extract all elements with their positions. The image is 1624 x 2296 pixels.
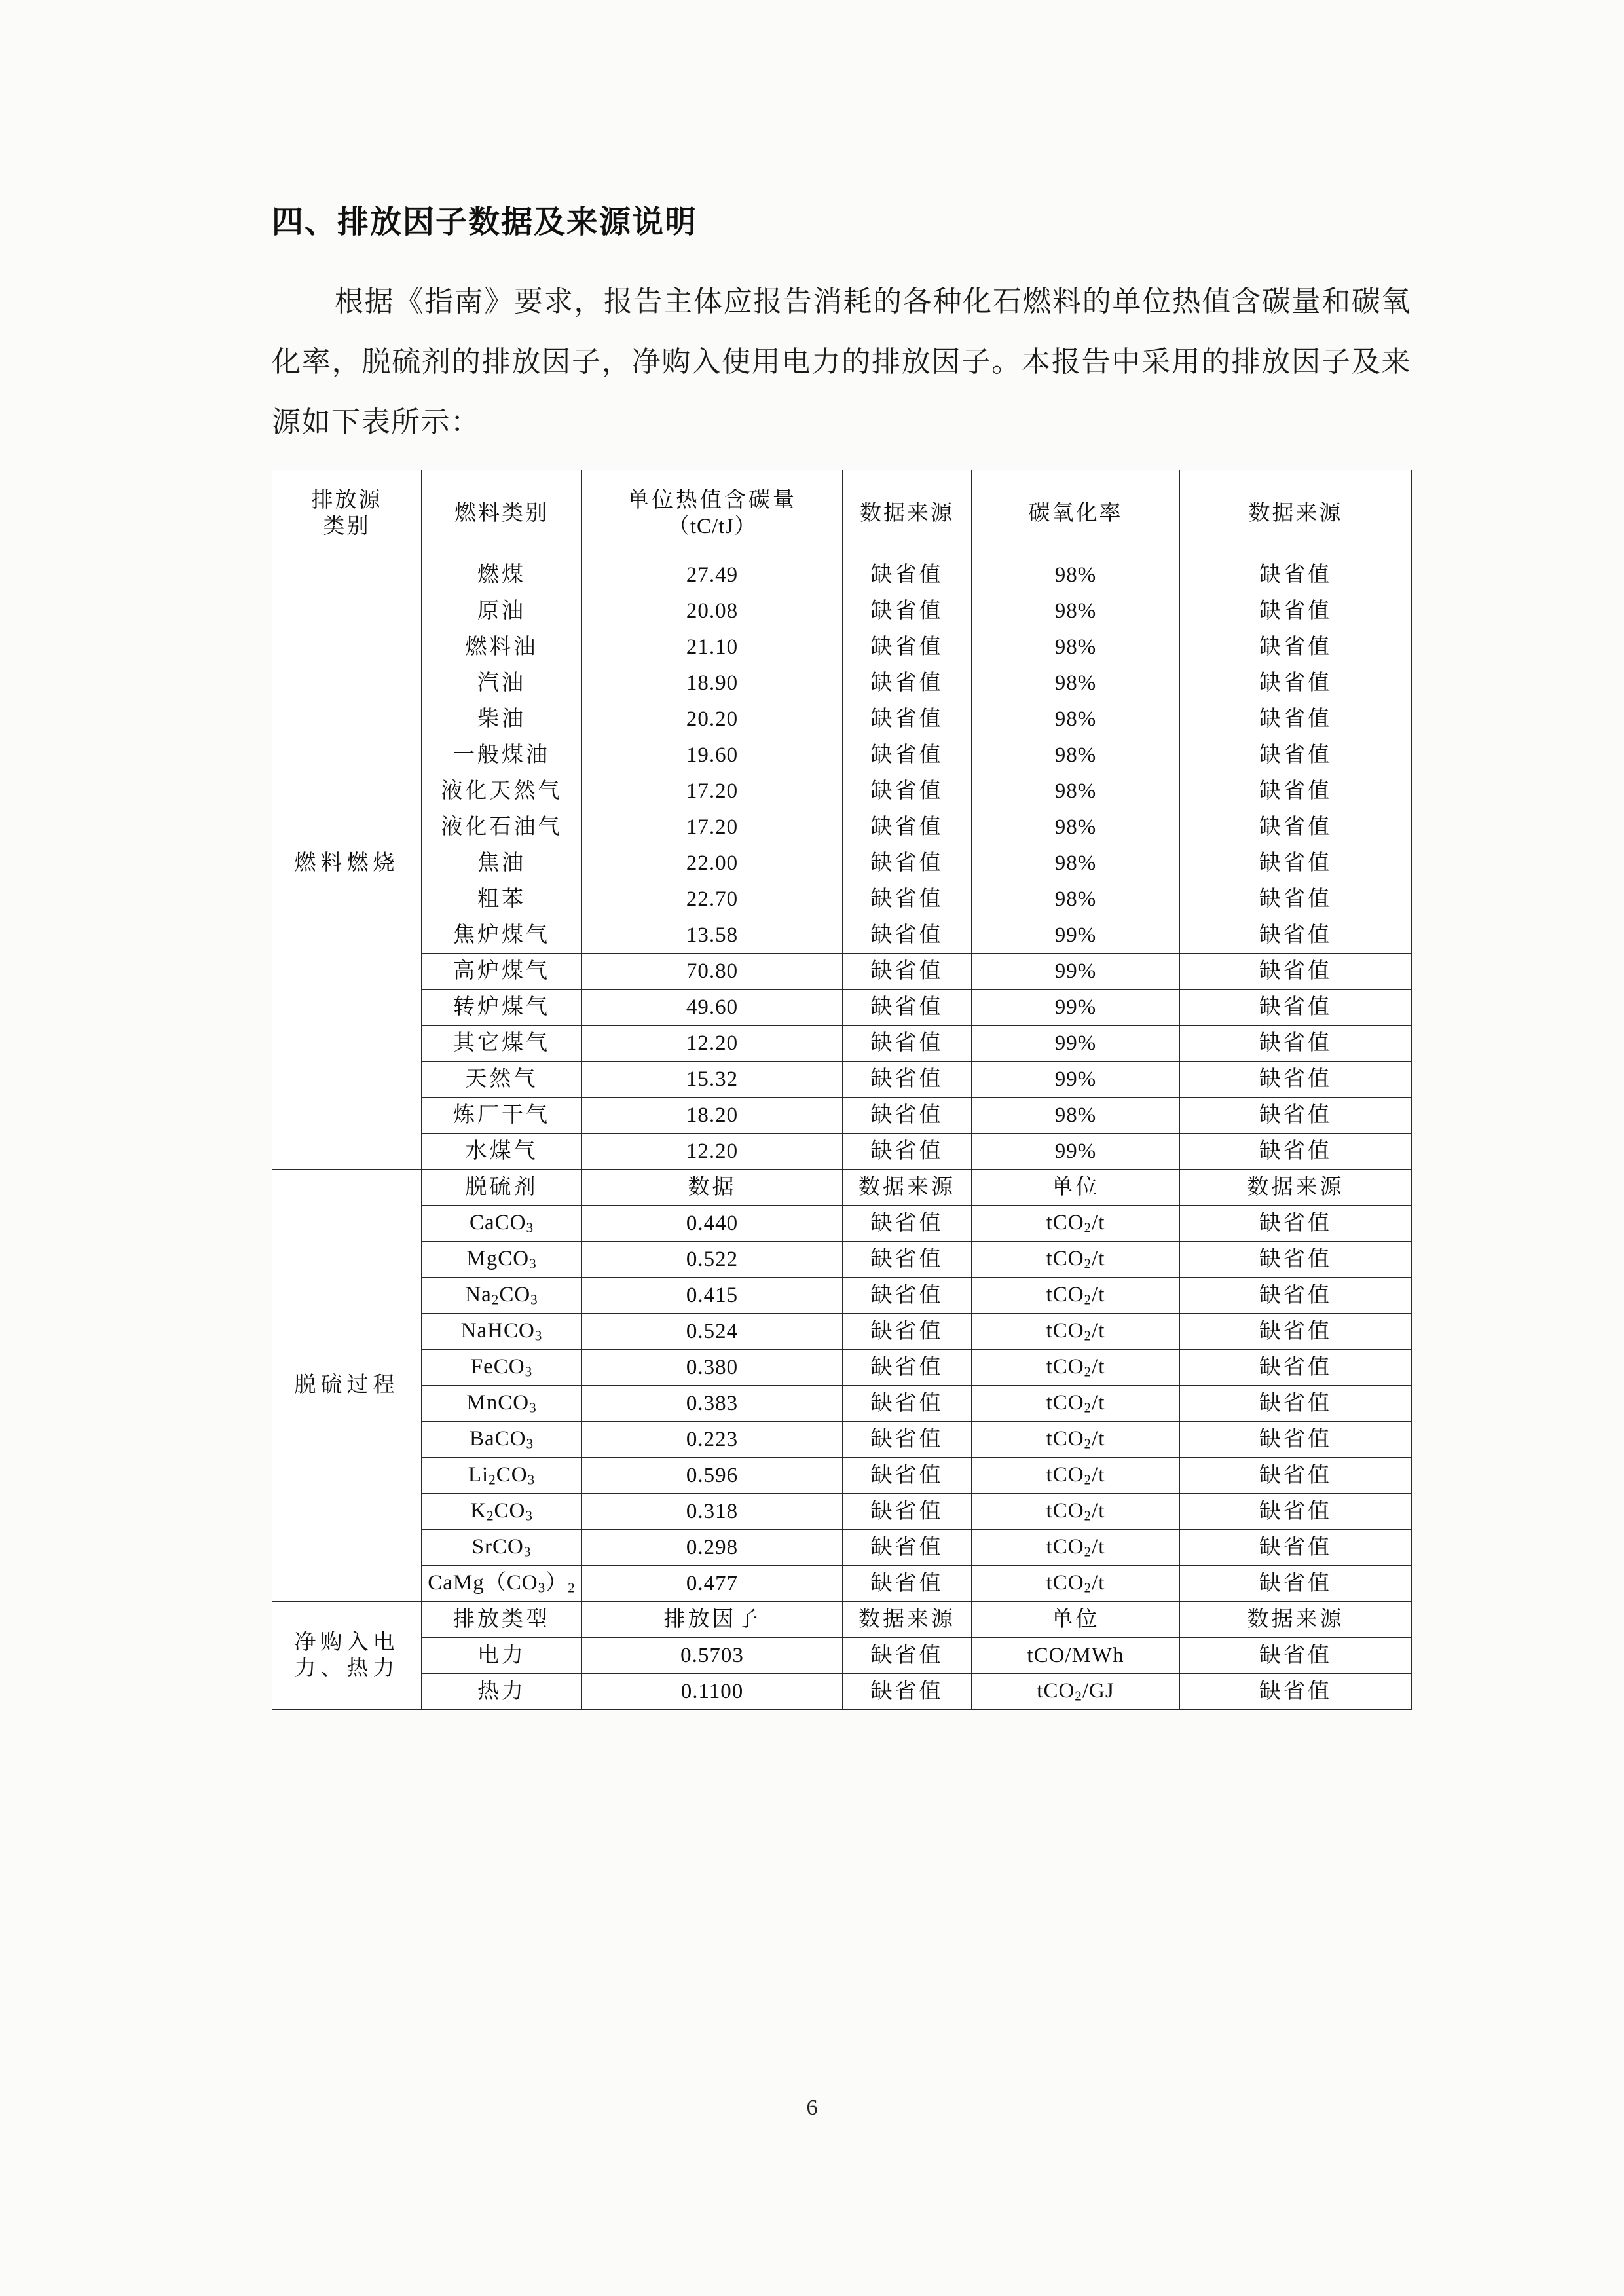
cell-fuel-type: 液化天然气 bbox=[422, 773, 582, 809]
cell-data-source-1: 缺省值 bbox=[843, 1134, 972, 1170]
cell-oxidation-rate: 99% bbox=[972, 917, 1180, 954]
cell-data-source-2: 缺省值 bbox=[1180, 990, 1412, 1026]
cell-desulfurizer: $Li_2CO_3$ bbox=[422, 1458, 582, 1494]
cell-data-source-2: 缺省值 bbox=[1180, 1386, 1412, 1422]
cell-data-source-2: 缺省值 bbox=[1180, 593, 1412, 629]
cell-unit: tCO$_2$/t bbox=[972, 1242, 1180, 1278]
cell-data-source-2: 缺省值 bbox=[1180, 845, 1412, 881]
cell-data-source-2: 缺省值 bbox=[1180, 1674, 1412, 1710]
header-line-2: 类别 bbox=[323, 515, 371, 538]
cell-data-source-1: 缺省值 bbox=[843, 1350, 972, 1386]
cell-data-source-1: 缺省值 bbox=[843, 1206, 972, 1242]
group-label-purchased-power-heat: 净购入电 力、热力 bbox=[272, 1602, 422, 1710]
cell-unit: tCO$_2$/t bbox=[972, 1350, 1180, 1386]
cell-oxidation-rate: 98% bbox=[972, 593, 1180, 629]
cell-unit: tCO$_2$/GJ bbox=[972, 1674, 1180, 1710]
cell-value: 0.524 bbox=[582, 1314, 843, 1350]
cell-fuel-type: 液化石油气 bbox=[422, 809, 582, 845]
cell-oxidation-rate: 98% bbox=[972, 1098, 1180, 1134]
table-row bbox=[272, 1422, 1412, 1458]
table-row bbox=[272, 1134, 1412, 1170]
table-row bbox=[272, 954, 1412, 990]
cell-emission-type: 电力 bbox=[422, 1638, 582, 1674]
cell-value: 0.223 bbox=[582, 1422, 843, 1458]
cell-data-source-2: 缺省值 bbox=[1180, 1026, 1412, 1062]
subheader-emission-type: 排放类型 bbox=[422, 1602, 582, 1638]
table-row bbox=[272, 1638, 1412, 1674]
header-line-2: （tC/tJ） bbox=[667, 515, 757, 538]
cell-fuel-type: 燃料油 bbox=[422, 629, 582, 665]
cell-oxidation-rate: 99% bbox=[972, 954, 1180, 990]
table-row bbox=[272, 1458, 1412, 1494]
cell-unit: tCO$_2$/t bbox=[972, 1494, 1180, 1530]
table-row bbox=[272, 917, 1412, 954]
section-heading: 四、排放因子数据及来源说明 bbox=[272, 204, 698, 240]
cell-data-source-2: 缺省值 bbox=[1180, 1242, 1412, 1278]
cell-fuel-type: 柴油 bbox=[422, 701, 582, 737]
cell-fuel-type: 燃煤 bbox=[422, 557, 582, 593]
cell-fuel-type: 汽油 bbox=[422, 665, 582, 701]
cell-unit: tCO$_2$/t bbox=[972, 1458, 1180, 1494]
cell-emission-factor: 0.1100 bbox=[582, 1674, 843, 1710]
cell-data-source-2: 缺省值 bbox=[1180, 881, 1412, 917]
table-row bbox=[272, 1674, 1412, 1710]
table-row bbox=[272, 737, 1412, 773]
subheader-data: 数据 bbox=[582, 1170, 843, 1206]
subheader-data-source-2: 数据来源 bbox=[1180, 1602, 1412, 1638]
intro-paragraph: 根据《指南》要求，报告主体应报告消耗的各种化石燃料的单位热值含碳量和碳氧化率，脱硫剂的排放因子，净购入使用电力的排放因子。本报告中采用的排放因子及来源如下表所示： bbox=[272, 286, 1411, 438]
cell-data-source-2: 缺省值 bbox=[1180, 1458, 1412, 1494]
table-row bbox=[272, 1350, 1412, 1386]
table-header-row bbox=[272, 470, 1412, 557]
cell-desulfurizer: FeCO$_3$ bbox=[422, 1350, 582, 1386]
cell-emission-type: 热力 bbox=[422, 1674, 582, 1710]
cell-data-source-2: 缺省值 bbox=[1180, 917, 1412, 954]
cell-carbon-content: 17.20 bbox=[582, 809, 843, 845]
cell-data-source-2: 缺省值 bbox=[1180, 629, 1412, 665]
cell-unit: tCO$_2$/t bbox=[972, 1278, 1180, 1314]
cell-data-source-1: 缺省值 bbox=[843, 1062, 972, 1098]
page-content bbox=[272, 196, 1411, 1710]
table-row bbox=[272, 1530, 1412, 1566]
table-row bbox=[272, 990, 1412, 1026]
cell-unit: tCO$_2$/t bbox=[972, 1422, 1180, 1458]
cell-data-source-1: 缺省值 bbox=[843, 1674, 972, 1710]
cell-data-source-1: 缺省值 bbox=[843, 954, 972, 990]
table-row bbox=[272, 1566, 1412, 1602]
table-row bbox=[272, 1242, 1412, 1278]
cell-data-source-1: 缺省值 bbox=[843, 701, 972, 737]
cell-data-source-1: 缺省值 bbox=[843, 1530, 972, 1566]
cell-unit: tCO$_2$/t bbox=[972, 1206, 1180, 1242]
cell-data-source-1: 缺省值 bbox=[843, 1566, 972, 1602]
cell-desulfurizer: MgCO$_3$ bbox=[422, 1242, 582, 1278]
cell-value: 0.298 bbox=[582, 1530, 843, 1566]
cell-data-source-2: 缺省值 bbox=[1180, 773, 1412, 809]
cell-data-source-2: 缺省值 bbox=[1180, 1062, 1412, 1098]
cell-fuel-type: 原油 bbox=[422, 593, 582, 629]
cell-data-source-1: 缺省值 bbox=[843, 665, 972, 701]
table-row bbox=[272, 1206, 1412, 1242]
cell-carbon-content: 18.90 bbox=[582, 665, 843, 701]
cell-data-source-2: 缺省值 bbox=[1180, 1278, 1412, 1314]
table-header bbox=[272, 470, 1412, 557]
table-row bbox=[272, 629, 1412, 665]
table-row bbox=[272, 773, 1412, 809]
emission-factor-table bbox=[272, 470, 1412, 1710]
cell-data-source-1: 缺省值 bbox=[843, 1494, 972, 1530]
table-row bbox=[272, 1494, 1412, 1530]
cell-desulfurizer: $CaMg(CO_3)_2$ bbox=[422, 1566, 582, 1602]
cell-oxidation-rate: 99% bbox=[972, 990, 1180, 1026]
cell-oxidation-rate: 98% bbox=[972, 737, 1180, 773]
cell-value: 0.596 bbox=[582, 1458, 843, 1494]
cell-oxidation-rate: 98% bbox=[972, 773, 1180, 809]
cell-value: 0.522 bbox=[582, 1242, 843, 1278]
cell-data-source-1: 缺省值 bbox=[843, 593, 972, 629]
cell-data-source-2: 缺省值 bbox=[1180, 1314, 1412, 1350]
table-row bbox=[272, 845, 1412, 881]
cell-unit: tCO$_2$/t bbox=[972, 1386, 1180, 1422]
cell-carbon-content: 12.20 bbox=[582, 1134, 843, 1170]
table-row bbox=[272, 593, 1412, 629]
cell-data-source-1: 缺省值 bbox=[843, 1026, 972, 1062]
subheader-desulfurizer: 脱硫剂 bbox=[422, 1170, 582, 1206]
cell-data-source-2: 缺省值 bbox=[1180, 1206, 1412, 1242]
cell-data-source-2: 缺省值 bbox=[1180, 1098, 1412, 1134]
subheader-unit: 单位 bbox=[972, 1170, 1180, 1206]
header-carbon-content bbox=[582, 470, 843, 557]
cell-carbon-content: 13.58 bbox=[582, 917, 843, 954]
cell-data-source-1: 缺省值 bbox=[843, 845, 972, 881]
cell-carbon-content: 18.20 bbox=[582, 1098, 843, 1134]
cell-carbon-content: 22.70 bbox=[582, 881, 843, 917]
cell-oxidation-rate: 98% bbox=[972, 845, 1180, 881]
cell-fuel-type: 粗苯 bbox=[422, 881, 582, 917]
cell-value: 0.318 bbox=[582, 1494, 843, 1530]
header-fuel-type: 燃料类别 bbox=[422, 470, 582, 557]
cell-carbon-content: 20.08 bbox=[582, 593, 843, 629]
cell-carbon-content: 19.60 bbox=[582, 737, 843, 773]
cell-oxidation-rate: 99% bbox=[972, 1062, 1180, 1098]
group-label-desulfurization: 脱硫过程 bbox=[272, 1170, 422, 1602]
cell-carbon-content: 21.10 bbox=[582, 629, 843, 665]
cell-data-source-2: 缺省值 bbox=[1180, 1638, 1412, 1674]
cell-data-source-1: 缺省值 bbox=[843, 1314, 972, 1350]
subheader-data-source-1: 数据来源 bbox=[843, 1602, 972, 1638]
cell-desulfurizer: MnCO$_3$ bbox=[422, 1386, 582, 1422]
cell-data-source-1: 缺省值 bbox=[843, 1386, 972, 1422]
cell-data-source-1: 缺省值 bbox=[843, 1278, 972, 1314]
cell-data-source-1: 缺省值 bbox=[843, 737, 972, 773]
cell-data-source-1: 缺省值 bbox=[843, 809, 972, 845]
cell-carbon-content: 17.20 bbox=[582, 773, 843, 809]
cell-value: 0.415 bbox=[582, 1278, 843, 1314]
cell-fuel-type: 一般煤油 bbox=[422, 737, 582, 773]
cell-desulfurizer: SrCO$_3$ bbox=[422, 1530, 582, 1566]
cell-data-source-2: 缺省值 bbox=[1180, 701, 1412, 737]
cell-data-source-2: 缺省值 bbox=[1180, 665, 1412, 701]
cell-data-source-2: 缺省值 bbox=[1180, 1494, 1412, 1530]
table-row bbox=[272, 557, 1412, 593]
cell-oxidation-rate: 99% bbox=[972, 1026, 1180, 1062]
table-row bbox=[272, 1278, 1412, 1314]
cell-oxidation-rate: 98% bbox=[972, 701, 1180, 737]
table-row bbox=[272, 665, 1412, 701]
header-oxidation-rate: 碳氧化率 bbox=[972, 470, 1180, 557]
header-data-source-2: 数据来源 bbox=[1180, 470, 1412, 557]
table-subheader-row bbox=[272, 1170, 1412, 1206]
table-row bbox=[272, 1026, 1412, 1062]
cell-data-source-2: 缺省值 bbox=[1180, 1134, 1412, 1170]
cell-unit: tCO$_2$/t bbox=[972, 1530, 1180, 1566]
header-data-source-1: 数据来源 bbox=[843, 470, 972, 557]
cell-fuel-type: 其它煤气 bbox=[422, 1026, 582, 1062]
cell-carbon-content: 15.32 bbox=[582, 1062, 843, 1098]
cell-data-source-2: 缺省值 bbox=[1180, 809, 1412, 845]
cell-fuel-type: 转炉煤气 bbox=[422, 990, 582, 1026]
cell-unit: tCO$_2$/t bbox=[972, 1314, 1180, 1350]
header-line-1: 排放源 bbox=[311, 488, 382, 512]
subheader-data-source-2: 数据来源 bbox=[1180, 1170, 1412, 1206]
cell-carbon-content: 20.20 bbox=[582, 701, 843, 737]
cell-fuel-type: 天然气 bbox=[422, 1062, 582, 1098]
cell-data-source-1: 缺省值 bbox=[843, 1098, 972, 1134]
table-row bbox=[272, 1062, 1412, 1098]
cell-desulfurizer: $K_2CO_3$ bbox=[422, 1494, 582, 1530]
cell-data-source-1: 缺省值 bbox=[843, 629, 972, 665]
table-row bbox=[272, 809, 1412, 845]
cell-data-source-1: 缺省值 bbox=[843, 1242, 972, 1278]
cell-value: 0.440 bbox=[582, 1206, 843, 1242]
cell-data-source-1: 缺省值 bbox=[843, 773, 972, 809]
cell-value: 0.477 bbox=[582, 1566, 843, 1602]
page-number: 6 bbox=[806, 2096, 818, 2120]
header-line-1: 单位热值含碳量 bbox=[627, 488, 797, 512]
subheader-unit: 单位 bbox=[972, 1602, 1180, 1638]
cell-data-source-1: 缺省值 bbox=[843, 1638, 972, 1674]
cell-data-source-2: 缺省值 bbox=[1180, 1566, 1412, 1602]
cell-data-source-2: 缺省值 bbox=[1180, 557, 1412, 593]
cell-unit: tCO$_2$/t bbox=[972, 1566, 1180, 1602]
group-label-fuel-combustion: 燃料燃烧 bbox=[272, 557, 422, 1170]
cell-oxidation-rate: 98% bbox=[972, 881, 1180, 917]
cell-carbon-content: 27.49 bbox=[582, 557, 843, 593]
cell-value: 0.383 bbox=[582, 1386, 843, 1422]
cell-data-source-1: 缺省值 bbox=[843, 917, 972, 954]
cell-oxidation-rate: 98% bbox=[972, 629, 1180, 665]
cell-data-source-2: 缺省值 bbox=[1180, 954, 1412, 990]
cell-fuel-type: 焦炉煤气 bbox=[422, 917, 582, 954]
table-subheader-row bbox=[272, 1602, 1412, 1638]
cell-carbon-content: 12.20 bbox=[582, 1026, 843, 1062]
cell-carbon-content: 49.60 bbox=[582, 990, 843, 1026]
cell-data-source-2: 缺省值 bbox=[1180, 1422, 1412, 1458]
cell-data-source-2: 缺省值 bbox=[1180, 737, 1412, 773]
cell-data-source-1: 缺省值 bbox=[843, 990, 972, 1026]
table-row bbox=[272, 1386, 1412, 1422]
cell-data-source-1: 缺省值 bbox=[843, 881, 972, 917]
cell-emission-factor: 0.5703 bbox=[582, 1638, 843, 1674]
cell-oxidation-rate: 99% bbox=[972, 1134, 1180, 1170]
cell-fuel-type: 水煤气 bbox=[422, 1134, 582, 1170]
cell-data-source-2: 缺省值 bbox=[1180, 1350, 1412, 1386]
cell-fuel-type: 焦油 bbox=[422, 845, 582, 881]
cell-oxidation-rate: 98% bbox=[972, 665, 1180, 701]
cell-oxidation-rate: 98% bbox=[972, 809, 1180, 845]
table-row bbox=[272, 1098, 1412, 1134]
cell-desulfurizer: $Na_2CO_3$ bbox=[422, 1278, 582, 1314]
subheader-emission-factor: 排放因子 bbox=[582, 1602, 843, 1638]
table-row bbox=[272, 701, 1412, 737]
cell-oxidation-rate: 98% bbox=[972, 557, 1180, 593]
header-emission-source-category bbox=[272, 470, 422, 557]
cell-desulfurizer: CaCO$_3$ bbox=[422, 1206, 582, 1242]
cell-desulfurizer: BaCO$_3$ bbox=[422, 1422, 582, 1458]
table-row bbox=[272, 1314, 1412, 1350]
cell-fuel-type: 高炉煤气 bbox=[422, 954, 582, 990]
cell-data-source-1: 缺省值 bbox=[843, 557, 972, 593]
cell-data-source-2: 缺省值 bbox=[1180, 1530, 1412, 1566]
cell-carbon-content: 22.00 bbox=[582, 845, 843, 881]
cell-unit: tCO/MWh bbox=[972, 1638, 1180, 1674]
cell-data-source-1: 缺省值 bbox=[843, 1458, 972, 1494]
cell-data-source-1: 缺省值 bbox=[843, 1422, 972, 1458]
cell-value: 0.380 bbox=[582, 1350, 843, 1386]
subheader-data-source-1: 数据来源 bbox=[843, 1170, 972, 1206]
cell-fuel-type: 炼厂干气 bbox=[422, 1098, 582, 1134]
cell-carbon-content: 70.80 bbox=[582, 954, 843, 990]
table-row bbox=[272, 881, 1412, 917]
cell-desulfurizer: NaHCO$_3$ bbox=[422, 1314, 582, 1350]
table-body bbox=[272, 557, 1412, 1710]
